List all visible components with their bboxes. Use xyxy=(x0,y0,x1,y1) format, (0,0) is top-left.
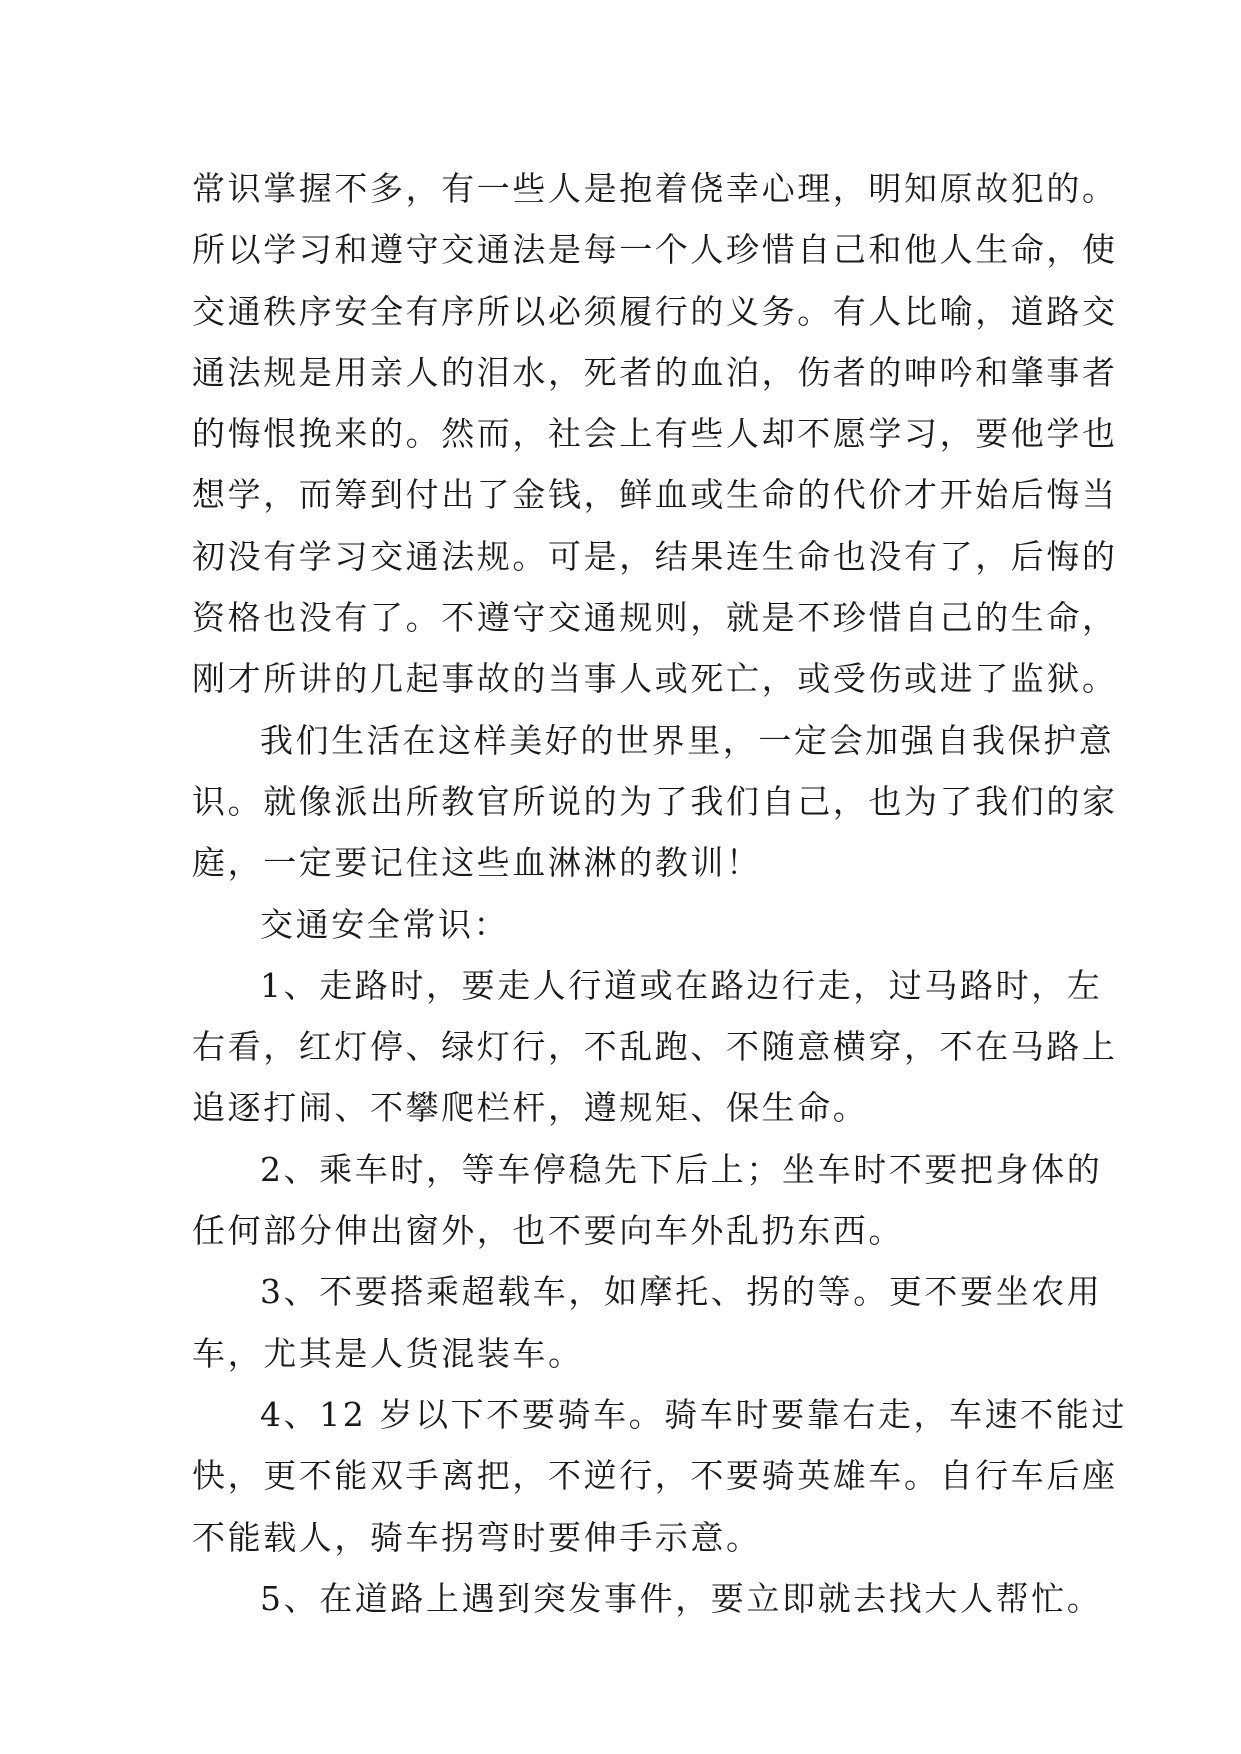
text-line: 1、走路时，要走人行道或在路边行走，过马路时，左 xyxy=(260,965,1103,1005)
text-line: 追逐打闹、不攀爬栏杆，遵规矩、保生命。 xyxy=(192,1088,869,1128)
text-line: 资格也没有了。不遵守交通规则，就是不珍惜自己的生命， xyxy=(192,598,1118,638)
text-line: 我们生活在这样美好的世界里，一定会加强自我保护意 xyxy=(260,720,1115,760)
list-item-2 xyxy=(192,1139,1103,1262)
list-item-4 xyxy=(192,1384,1128,1568)
list-item-5 xyxy=(192,1568,1103,1629)
list-item-1 xyxy=(192,955,1118,1139)
text-line: 刚才所讲的几起事故的当事人或死亡，或受伤或进了监狱。 xyxy=(192,659,1118,699)
text-line: 初没有学习交通法规。可是，结果连生命也没有了，后悔的 xyxy=(192,536,1118,576)
text-line: 通法规是用亲人的泪水，死者的血泊，伤者的呻吟和肇事者 xyxy=(192,352,1118,392)
paragraph-2 xyxy=(192,710,1118,894)
text-line: 快，更不能双手离把，不逆行，不要骑英雄车。自行车后座 xyxy=(192,1456,1118,1496)
text-line: 不能载人，骑车拐弯时要伸手示意。 xyxy=(192,1517,762,1557)
text-line: 5、在道路上遇到突发事件，要立即就去找大人帮忙。 xyxy=(260,1578,1103,1618)
paragraph-1 xyxy=(192,158,1118,710)
heading-text: 交通安全常识： xyxy=(260,904,510,944)
text-line: 所以学习和遵守交通法是每一个人珍惜自己和他人生命，使 xyxy=(192,230,1118,270)
document-body xyxy=(192,158,1128,1629)
text-line: 3、不要搭乘超载车，如摩托、拐的等。更不要坐农用 xyxy=(260,1272,1103,1312)
text-line: 2、乘车时，等车停稳先下后上；坐车时不要把身体的 xyxy=(260,1149,1103,1189)
text-line: 庭，一定要记住这些血淋淋的教训！ xyxy=(192,843,762,883)
text-line: 交通秩序安全有序所以必须履行的义务。有人比喻，道路交 xyxy=(192,291,1118,331)
text-line: 识。就像派出所教官所说的为了我们自己，也为了我们的家 xyxy=(192,781,1118,821)
text-line: 的悔恨挽来的。然而，社会上有些人却不愿学习，要他学也 xyxy=(192,414,1118,454)
text-line: 常识掌握不多，有一些人是抱着侥幸心理，明知原故犯的。 xyxy=(192,169,1118,208)
text-line: 右看，红灯停、绿灯行，不乱跑、不随意横穿，不在马路上 xyxy=(192,1027,1118,1067)
text-line: 车，尤其是人货混装车。 xyxy=(192,1333,584,1373)
section-heading xyxy=(192,894,1072,955)
text-line: 想学，而筹到付出了金钱，鲜血或生命的代价才开始后悔当 xyxy=(192,475,1118,515)
list-item-3 xyxy=(192,1261,1103,1384)
text-line: 4、12 岁以下不要骑车。骑车时要靠右走，车速不能过 xyxy=(260,1394,1128,1434)
text-line: 任何部分伸出窗外，也不要向车外乱扔东西。 xyxy=(192,1211,904,1251)
